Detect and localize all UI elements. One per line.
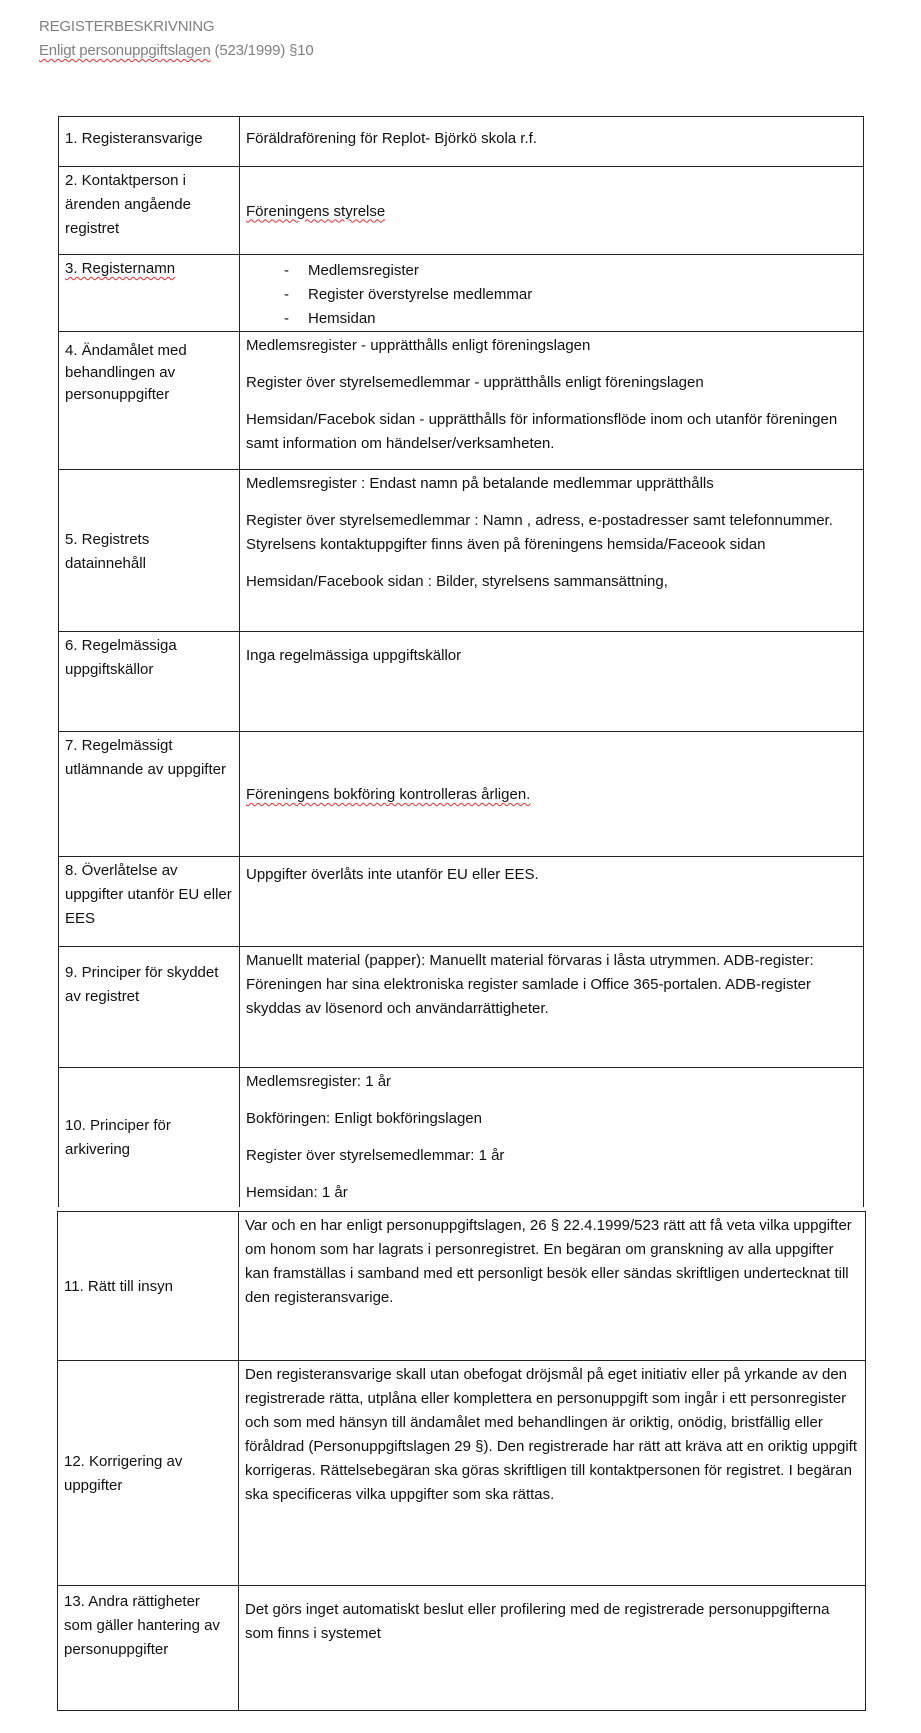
register-name-list [246,259,857,331]
content-paragraph: Register över styrelsemedlemmar : Namn , adress, e-postadresser samt telefonnummer. Styrelsens kontaktuppgifter finns även på föreningens hemsida/Faceook sidan [246,512,833,553]
content-paragraph: Medlemsregister : Endast namn på betalande medlemmar upprätthålls [246,475,714,492]
content-paragraph: Hemsidan/Facebook sidan : Bilder, styrelsens sammansättning, [246,573,668,590]
row-label: 1. Registeransvarige [59,117,240,167]
row-content [240,470,864,632]
row-content: Uppgifter överlåts inte utanför EU eller EES. [240,857,864,947]
table-row [59,255,864,332]
row-label: 8. Överlåtelse av uppgifter utanför EU eller EES [59,857,240,947]
contact-value: Föreningens styrelse [246,202,386,220]
row-content: Manuellt material (papper): Manuellt material förvaras i låsta utrymmen. ADB-register: Föreningen har sina elektroniska register samlade i Office 365-portalen. ADB-register skyddas av lösenord och användarrättigheter. [240,947,864,1068]
label-text: 3. Registernamn [65,260,176,277]
row-label: 11. Rätt till insyn [58,1212,239,1361]
content-paragraph: Hemsidan/Facebok sidan - upprätthålls för informationsflöde inom och utanför föreningen samt information om händelser/verksamheten. [246,411,838,452]
row-content [240,732,864,857]
row-content: Det görs inget automatiskt beslut eller profilering med de registrerade personuppgifterna som finns i systemet [239,1586,866,1711]
row-content [240,167,864,255]
row-label: 7. Regelmässigt utlämnande av uppgifter [59,732,240,857]
table-row [59,167,864,255]
table-row [59,117,864,167]
content-paragraph: Register över styrelsemedlemmar: 1 år [246,1147,505,1164]
list-item: - Register överstyrelse medlemmar [246,283,857,307]
table-row [58,1361,866,1586]
content-paragraph: Bokföringen: Enligt bokföringslagen [246,1110,482,1127]
row-content: Inga regelmässiga uppgiftskällor [240,632,864,732]
content-paragraph: Medlemsregister: 1 år [246,1073,392,1090]
table-row [59,1068,864,1207]
row-label: 12. Korrigering av uppgifter [58,1361,239,1586]
table-row [58,1212,866,1361]
row-content [240,1068,864,1207]
document-subtitle [39,42,314,59]
disclosure-value: Föreningens bokföring kontrolleras årligen. [246,786,531,803]
row-label: 10. Principer för arkivering [59,1068,240,1207]
subtitle-law-name: Enligt personuppgiftslagen [39,42,211,59]
row-content [240,255,864,332]
content-paragraph: Hemsidan: 1 år [246,1184,348,1201]
document-title: REGISTERBESKRIVNING [39,18,215,35]
content-paragraph: Medlemsregister - upprätthålls enligt föreningslagen [246,337,591,354]
row-content: Föräldraförening för Replot- Björkö skola r.f. [240,117,864,167]
row-label: 13. Andra rättigheter som gäller hantering av personuppgifter [58,1586,239,1711]
row-label: 9. Principer för skyddet av registret [59,947,240,1068]
row-content: Var och en har enligt personuppgiftslagen, 26 § 22.4.1999/523 rätt att få veta vilka uppgifter om honom som har lagrats i personregistret. En begäran om granskning av alla uppgifter kan framställas i samband med ett personligt besök eller sändas skriftligen undertecknat till den registeransvarige. [239,1212,866,1361]
row-label [59,255,240,332]
table-row [59,857,864,947]
table-row [59,470,864,632]
row-content: Den registeransvarige skall utan obefogat dröjsmål på eget initiativ eller på yrkande av den registrerade rätta, utplåna eller komplettera en personuppgift som ingår i ett personregister och som med hänsyn till ändamålet med behandlingen är oriktig, onödig, bristfällig eller föråldrad (Personuppgiftslagen 29 §). Den registrerade har rätt att kräva att en oriktig uppgift korrigeras. Rättelsebegäran ska göras skriftligen till kontaktpersonen för registret. I begäran ska specificeras vilka uppgifter som ska rättas. [239,1361,866,1586]
register-table-part-2 [57,1211,866,1711]
table-row [59,732,864,857]
content-paragraph: Register över styrelsemedlemmar - upprätthålls enligt föreningslagen [246,374,704,391]
row-label: 5. Registrets datainnehåll [59,470,240,632]
table-row [58,1586,866,1711]
table-row [59,332,864,470]
list-item: - Medlemsregister [246,259,857,283]
table-row [59,947,864,1068]
list-item: - Hemsidan [246,307,857,331]
row-label: 2. Kontaktperson i ärenden angående registret [59,167,240,255]
row-label: 6. Regelmässiga uppgiftskällor [59,632,240,732]
row-label: 4. Ändamålet med behandlingen av personuppgifter [59,332,240,470]
subtitle-reference: (523/1999) §10 [210,42,314,59]
register-table-part-1 [58,116,864,1207]
row-content [240,332,864,470]
table-row [59,632,864,732]
